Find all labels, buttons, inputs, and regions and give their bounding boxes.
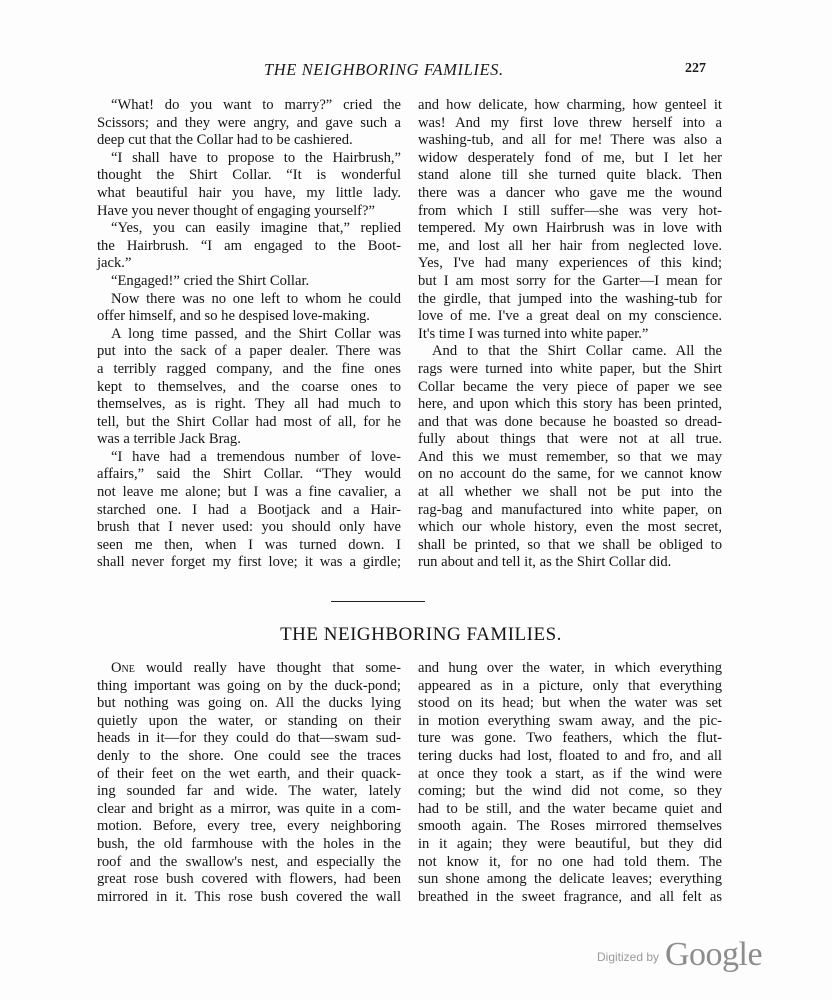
text-line: thought the Shirt Collar. “It is wonderful [97, 167, 401, 184]
text-line: “Yes, you can easily imagine that,” replied [111, 220, 401, 237]
text-line: And this we must remember, so that we may [418, 448, 722, 465]
text-line: Now there was no one left to whom he could [111, 290, 401, 307]
text-line: and that was done because he boasted so dread- [418, 413, 722, 430]
running-head [0, 60, 832, 84]
text-line: on no account do the same, for we cannot know [418, 466, 722, 483]
google-watermark-logo: Google [665, 936, 763, 973]
text-line: at all whether we shall not be put into the [418, 484, 722, 501]
section-divider-rule [331, 601, 425, 602]
text-line: denly to the shore. One could see the traces [97, 747, 401, 764]
text-line: but I am most sorry for the Garter—I mean for [418, 272, 722, 289]
text-line: in it again; they were beautiful, but they did [418, 835, 722, 852]
text-line: which our whole history, even the most secret, [418, 519, 722, 536]
text-line: Have you never thought of engaging yourself?” [97, 202, 376, 219]
column-bottom-right [418, 660, 722, 906]
text-line: shall be printed, so that we shall be obliged to [418, 536, 722, 553]
text-line: starched one. I had a Bootjack and a Hair- [97, 501, 401, 518]
text-line: fully about things that were not at all true. [418, 431, 722, 448]
opening-line-rest: would really have thought that some- [134, 660, 401, 676]
text-line: thing important was going on by the duck-pond; [97, 677, 401, 694]
text-line: bush, the old farmhouse with the holes in the [97, 835, 401, 852]
text-line: had to be still, and the water became quiet and [418, 800, 722, 817]
text-line: A long time passed, and the Shirt Collar was [111, 325, 401, 342]
text-line: there was a dancer who gave me the wound [418, 184, 722, 201]
text-line: me, and lost all her hair from neglected love. [418, 237, 722, 254]
text-line: was a terrible Jack Brag. [97, 431, 241, 448]
text-line: run about and tell it, as the Shirt Collar did. [418, 554, 672, 571]
text-line: not leave me alone; but I was a fine cavalier, a [97, 484, 401, 501]
text-line: shall never forget my first love; it was a girdle; [97, 554, 401, 571]
digitized-by-label: Digitized by [597, 950, 660, 964]
text-line: great rose bush covered with flowers, had been [97, 871, 401, 888]
text-line: washing-tub, and all for me! There was also a [418, 132, 722, 149]
text-line: tering ducks had lost, floated to and fro, and all [418, 747, 722, 764]
column-top-left [97, 97, 401, 572]
text-line: Scissors; and they were angry, and gave such a [97, 114, 401, 131]
text-line: was! And my first love threw herself into a [418, 114, 722, 131]
text-line: quietly upon the water, or standing on their [97, 712, 401, 729]
text-line: deep cut that the Collar had to be cashiered. [97, 132, 353, 149]
column-top-right [418, 97, 722, 572]
text-line: the girdle, that jumped into the washing-tub for [418, 290, 722, 307]
text-line: not know it, for no one had told them. The [418, 853, 722, 870]
text-line: but nothing was going on. All the ducks lying [97, 695, 401, 712]
text-line: It's time I was turned into white paper.” [418, 325, 649, 342]
text-line: of their feet on the wet earth, and their quack- [97, 765, 401, 782]
text-line: widow desperately fond of me, but I let her [418, 149, 722, 166]
text-line: stood on its head; but when the water was set [418, 695, 722, 712]
text-line: coming; but the wind did not come, so they [418, 783, 722, 800]
text-line: sun shone among the delicate leaves; everything [418, 871, 722, 888]
text-line: ture was gone. Two feathers, which the flut- [418, 730, 722, 747]
text-line: mirrored in it. This rose bush covered the wall [97, 888, 401, 905]
text-line: in motion everything swam away, and the pic- [418, 712, 722, 729]
text-line: here, and upon which this story has been printed, [418, 396, 722, 413]
text-line: from which I still suffer—she was very hot- [418, 202, 722, 219]
text-line: put into the sack of a paper dealer. There was [97, 343, 401, 360]
text-line: heads in it—for they could do that—swam sud- [97, 730, 401, 747]
text-line: “I shall have to propose to the Hairbrush,” [111, 149, 401, 166]
bottom-left-lines [97, 678, 401, 907]
text-line: kept to themselves, and the coarse ones to [97, 378, 401, 395]
text-line: tell, but the Shirt Collar had most of all, for he [97, 413, 401, 430]
text-line: offer himself, and so he despised love-making. [97, 308, 370, 325]
text-line: rags were turned into white paper, but the Shirt [418, 360, 722, 377]
text-line: “Engaged!” cried the Shirt Collar. [111, 272, 310, 289]
text-line: Collar became the very piece of paper we see [418, 378, 722, 395]
text-line: And to that the Shirt Collar came. All the [432, 343, 722, 360]
text-line: affairs,” said the Shirt Collar. “They would [97, 466, 401, 483]
text-line: roof and the swallow's nest, and especially the [97, 853, 401, 870]
text-line: clear and bright as a mirror, was quite in a com- [97, 800, 401, 817]
text-line: breathed in the sweet fragrance, and all felt as [418, 888, 722, 905]
opening-small-caps-word: One [111, 660, 135, 676]
text-line: and hung over the water, in which everything [418, 660, 722, 676]
text-line: themselves, as is right. They all had much to [97, 396, 401, 413]
text-line: “What! do you want to marry?” cried the [111, 97, 401, 113]
text-line: what beautiful hair you have, my little lady. [97, 184, 401, 201]
text-line: stand alone till she turned quite black. Then [418, 167, 722, 184]
text-line: love of me. I've a great deal on my conscience. [418, 308, 722, 325]
text-line: “I have had a tremendous number of love- [111, 448, 401, 465]
text-line: seen me then, when I was turned down. I [97, 536, 401, 553]
text-line: at once they took a start, as if the wind were [418, 765, 722, 782]
column-bottom-left [97, 660, 401, 906]
text-line: rag-bag and manufactured into white paper, on [418, 501, 722, 518]
text-line: brush that I never used: you should only have [97, 519, 401, 536]
text-line: a terribly ragged company, and the fine ones [97, 360, 401, 377]
text-line: the Hairbrush. “I am engaged to the Boot- [97, 237, 401, 254]
page-number: 227 [685, 61, 706, 76]
text-line: motion. Before, every tree, every neighboring [97, 818, 401, 835]
text-line: tempered. My own Hairbrush was in love with [418, 220, 722, 237]
text-line: smooth again. The Roses mirrored themselves [418, 818, 722, 835]
text-line: Yes, I've had many experiences of this kind; [418, 255, 722, 272]
text-line: appeared as in a picture, only that everything [418, 677, 722, 694]
section-heading: THE NEIGHBORING FAMILIES. [280, 624, 562, 645]
opening-line [97, 660, 401, 678]
running-title: THE NEIGHBORING FAMILIES. [264, 60, 504, 79]
text-line: and how delicate, how charming, how genteel it [418, 97, 722, 113]
text-line: ing sounded far and wide. The water, lately [97, 783, 401, 800]
text-line: jack.” [97, 255, 132, 272]
